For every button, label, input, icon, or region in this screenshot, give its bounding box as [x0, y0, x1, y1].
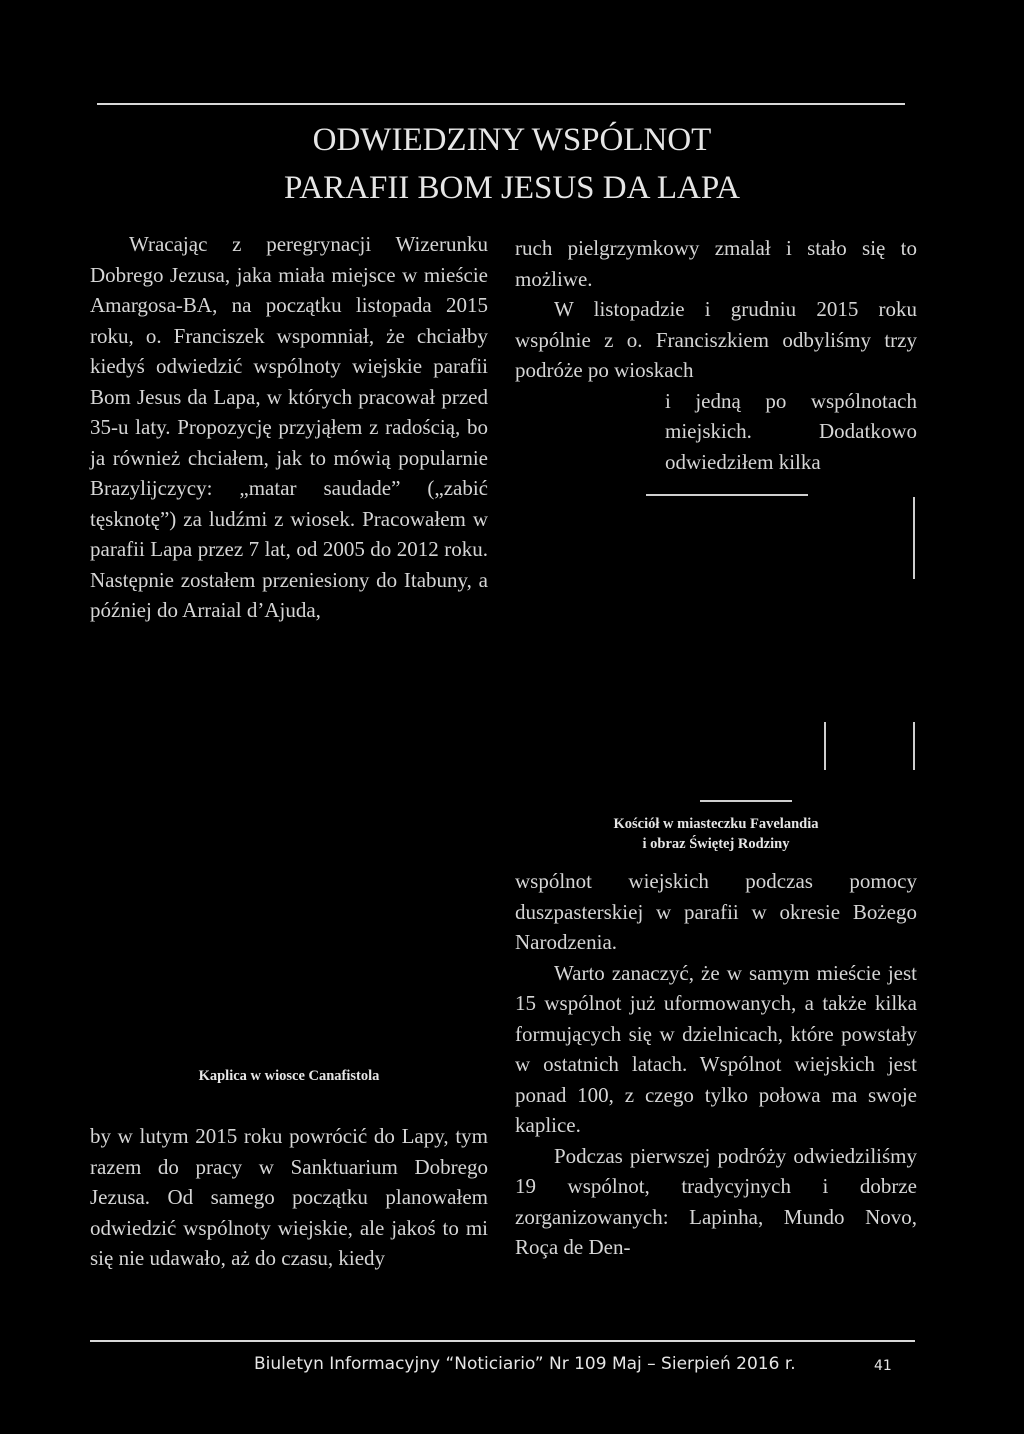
top-rule: [97, 103, 905, 105]
article-title-line1: ODWIEDZINY WSPÓLNOT: [312, 122, 712, 158]
page-number: 41: [874, 1358, 892, 1374]
paragraph: by w lutym 2015 roku powrócić do Lapy, tym razem do pracy w Sanktuarium Dobrego Jezusa. Od samego początku planowałem odwiedzić wspólnoty wiejskie, ale jakoś to mi się nie udawało, aż do czasu, kiedy: [90, 1124, 488, 1270]
paragraph: Podczas pierwszej podróży odwiedziliśmy 19 wspólnot, tradycyjnych i dobrze zorganizowanych: Lapinha, Mundo Novo, Roça de Den-: [515, 1143, 917, 1259]
photo-frame-line: [913, 497, 915, 579]
paragraph: Wracając z peregrynacji Wizerunku Dobrego Jezusa, jaka miała miejsce w mieście Amargosa-BA, na początku listopada 2015 roku, o. Franciszek wspomniał, że chciałby kiedyś odwiedzić wspólnoty wiejskie parafii Bom Jesus da Lapa, w których pracował przed 35-u laty. Propozycję przyjąłem z radością, bo ja również chciałem, jak to mówią popularnie Brazylijczycy: „matar saudade” („zabić tęsknotę”) za ludźmi z wiosek. Pracowałem w parafii Lapa przez 7 lat, od 2005 do 2012 roku. Następnie zostałem przeniesiony do Itabuny, a później do Arraial d’Ajuda,: [90, 232, 488, 622]
article-title-line2: PARAFII BOM JESUS DA LAPA: [283, 170, 741, 206]
footer-publication: Biuletyn Informacyjny “Noticiario” Nr 109 Maj – Sierpień 2016 r.: [254, 1354, 796, 1374]
left-column-bottom: [90, 1121, 488, 1274]
paragraph: W listopadzie i grudniu 2015 roku wspólnie z o. Franciszkiem odbyliśmy trzy podróże po wioskach: [515, 297, 917, 382]
paragraph: wspólnot wiejskich podczas pomocy duszpasterskiej w parafii w okresie Bożego Narodzenia.: [515, 869, 917, 954]
photo-caption-kosciol: [515, 814, 917, 854]
caption-line: i obraz Świętej Rodziny: [642, 836, 790, 852]
photo-frame-line: [646, 494, 808, 496]
paragraph: Warto zanaczyć, że w samym mieście jest 15 wspólnot już uformowanych, a także kilka formujących się w dzielnicach, które powstały w ostatnich latach. Wspólnot wiejskich jest ponad 100, z czego tylko połowa ma swoje kaplice.: [515, 960, 917, 1137]
left-column-top: [90, 229, 488, 626]
photo-frame-line: [824, 722, 826, 770]
paragraph-continued: i jedną po wspólnotach miejskich. Dodatkowo odwiedziłem kilka: [665, 388, 917, 474]
photo-caption-kaplica: Kaplica w wiosce Canafistola: [198, 1068, 380, 1084]
right-column-top: [515, 233, 917, 477]
photo-frame-line: [913, 722, 915, 770]
photo-frame-line: [700, 800, 792, 802]
caption-line: Kościół w miasteczku Favelandia: [613, 816, 819, 832]
footer-rule: [90, 1340, 915, 1342]
paragraph: ruch pielgrzymkowy zmalał i stało się to możliwe.: [515, 236, 917, 291]
right-column-bottom: [515, 866, 917, 1263]
